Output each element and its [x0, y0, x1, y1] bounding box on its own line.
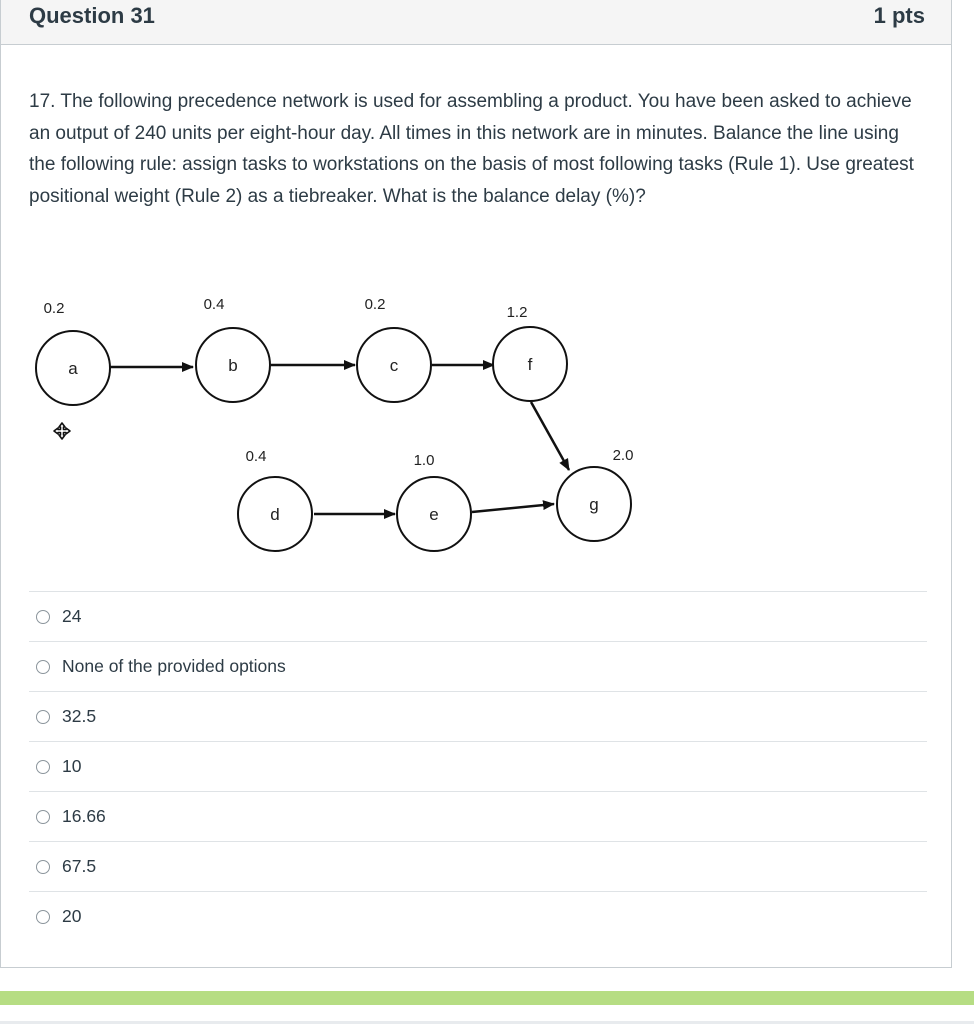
question-text: 17. The following precedence network is used for assembling a product. You have been asked to achieve an output of 240 units per eight-hour day. All times in this network are in minutes. Balance the line using the following rule: assign tasks to workstations on the basis of most following tasks (Rule 1). Use greatest positional weight (Rule 2) as a tiebreaker. What is the balance delay (%)?	[29, 91, 914, 207]
node-d-time: 0.4	[245, 448, 267, 465]
move-cursor-icon	[54, 423, 70, 439]
answer-option[interactable]	[29, 691, 927, 741]
answer-label: 10	[62, 756, 82, 776]
radio-button[interactable]	[36, 660, 50, 674]
answer-label: 24	[62, 606, 82, 626]
node-b	[196, 296, 270, 402]
node-b-label: b	[228, 356, 238, 375]
question-title: Question 31	[29, 3, 155, 28]
node-a-time: 0.2	[43, 300, 65, 317]
node-g-label: g	[589, 495, 599, 514]
node-b-time: 0.4	[203, 296, 225, 313]
answer-option[interactable]	[29, 591, 927, 641]
answer-list	[29, 591, 927, 941]
answer-option[interactable]	[29, 741, 927, 791]
answer-label: 32.5	[62, 706, 97, 726]
answer-label: 16.66	[62, 806, 106, 826]
answer-label: 67.5	[62, 856, 97, 876]
answer-option[interactable]	[29, 791, 927, 841]
radio-button[interactable]	[36, 760, 50, 774]
node-c-time: 0.2	[364, 296, 386, 313]
radio-button[interactable]	[36, 610, 50, 624]
node-f-label: f	[527, 355, 533, 374]
node-g	[557, 447, 633, 541]
node-c	[357, 296, 431, 402]
radio-button[interactable]	[36, 710, 50, 724]
answer-label: None of the provided options	[62, 656, 286, 676]
node-a-label: a	[68, 359, 78, 378]
node-d-label: d	[270, 505, 280, 524]
node-d	[238, 448, 312, 551]
node-g-time: 2.0	[612, 447, 634, 464]
edge-e-g	[472, 504, 554, 512]
answer-option[interactable]	[29, 841, 927, 891]
node-e-time: 1.0	[413, 452, 435, 469]
radio-button[interactable]	[36, 810, 50, 824]
node-f	[493, 304, 567, 401]
precedence-network-diagram	[1, 285, 701, 575]
node-c-label: c	[389, 356, 399, 375]
answer-option[interactable]	[29, 641, 927, 691]
question-header	[1, 0, 951, 45]
answer-label: 20	[62, 906, 82, 926]
node-e	[397, 452, 471, 551]
node-a	[36, 300, 110, 405]
node-f-time: 1.2	[506, 304, 528, 321]
edge-f-g	[531, 402, 569, 470]
progress-divider-bar	[0, 991, 974, 1005]
question-points: 1 pts	[873, 3, 925, 28]
answer-option[interactable]	[29, 891, 927, 941]
radio-button[interactable]	[36, 910, 50, 924]
node-e-label: e	[429, 505, 439, 524]
radio-button[interactable]	[36, 860, 50, 874]
